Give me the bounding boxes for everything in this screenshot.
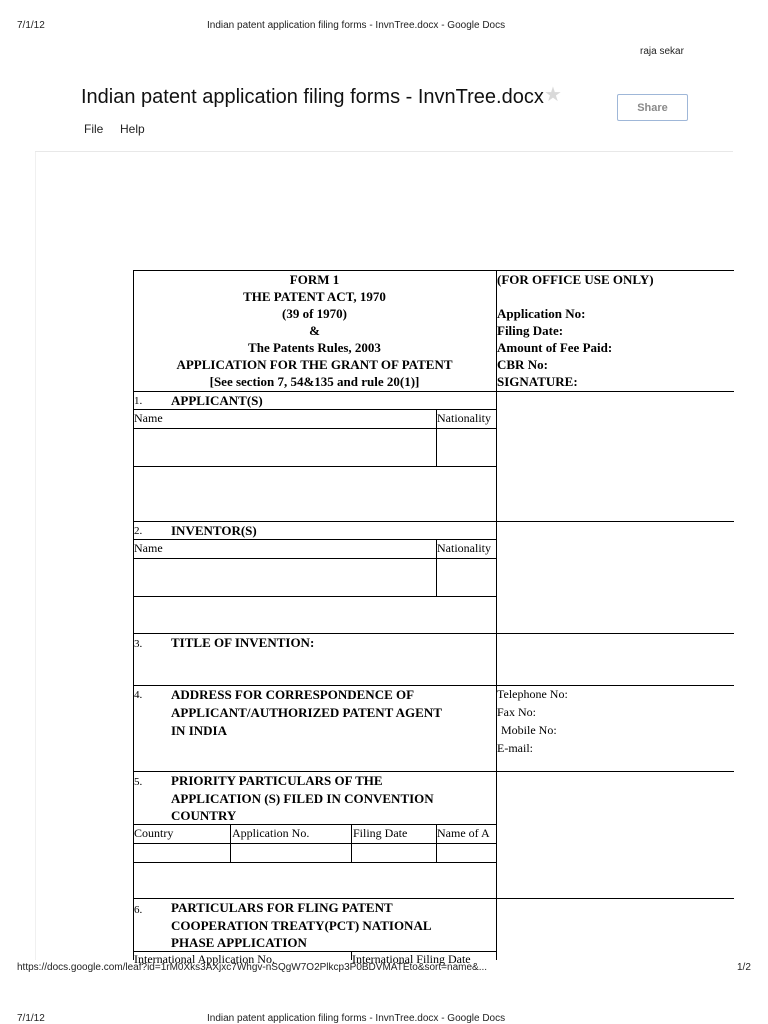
section-1-row-rule xyxy=(133,428,496,429)
section-2-row-rule xyxy=(133,558,496,559)
user-name[interactable]: raja sekar xyxy=(640,46,684,57)
email-label: E-mail: xyxy=(497,741,533,755)
telephone-label: Telephone No: xyxy=(497,687,568,701)
section-5-title-line-2: APPLICATION (S) FILED IN CONVENTION xyxy=(171,791,434,806)
print-title: Indian patent application filing forms - InvnTree.docx - Google Docs xyxy=(207,20,506,31)
rules-title: The Patents Rules, 2003 xyxy=(248,340,381,355)
ampersand: & xyxy=(309,323,320,338)
act-title: THE PATENT ACT, 1970 xyxy=(243,289,386,304)
menu-file[interactable]: File xyxy=(84,122,104,136)
section-6-title-line-2: COOPERATION TREATY(PCT) NATIONAL xyxy=(171,918,432,933)
section-1-title: APPLICANT(S) xyxy=(171,393,263,408)
section-3-number: 3. xyxy=(134,638,143,650)
section-5-application-no-col: Application No. xyxy=(232,826,310,840)
section-5-top-rule xyxy=(133,771,734,772)
application-title: APPLICATION FOR THE GRANT OF PATENT xyxy=(176,357,453,372)
office-application-no: Application No: xyxy=(497,306,586,321)
act-number: (39 of 1970) xyxy=(282,306,347,321)
section-6-intl-filing-date-col: International Filing Date xyxy=(352,952,471,966)
office-signature: SIGNATURE: xyxy=(497,374,578,389)
section-6-col-divider xyxy=(351,951,352,960)
section-6-title-line-3: PHASE APPLICATION xyxy=(171,935,307,950)
section-5-country-col: Country xyxy=(134,826,174,840)
section-6-intl-app-no-col: International Application No. xyxy=(134,952,275,966)
office-filing-date: Filing Date: xyxy=(497,323,564,338)
office-cbr-no: CBR No: xyxy=(497,357,548,372)
section-5-header-rule xyxy=(133,824,496,825)
print-page-number: 1/2 xyxy=(737,962,751,973)
section-2-header-rule xyxy=(133,539,496,540)
document-title: Indian patent application filing forms - InvnTree.docx xyxy=(81,86,544,108)
section-5-col-divider-3 xyxy=(436,824,437,862)
share-button[interactable]: Share xyxy=(617,94,688,121)
menu-help[interactable]: Help xyxy=(120,122,145,136)
section-1-nationality-col: Nationality xyxy=(437,411,491,425)
section-2-table-bottom xyxy=(133,596,496,597)
section-5-title-line-1: PRIORITY PARTICULARS OF THE xyxy=(171,773,383,788)
section-6-number: 6. xyxy=(134,904,143,916)
section-1-top-rule xyxy=(133,391,734,392)
section-5-number: 5. xyxy=(134,776,143,788)
section-4-top-rule xyxy=(133,685,734,686)
print-url: https://docs.google.com/leaf?id=1rM0Xks3AXjxc7Whgv-nSQgW7O2Plkcp3P0BDVMATEto&sort=name&... xyxy=(17,962,488,973)
section-1-header-rule xyxy=(133,409,496,410)
section-1-col-divider xyxy=(436,409,437,466)
section-1-name-col: Name xyxy=(134,411,163,425)
section-4-title-line-2: APPLICANT/AUTHORIZED PATENT AGENT xyxy=(171,705,442,720)
star-icon[interactable]: ★ xyxy=(544,84,562,106)
section-2-col-divider xyxy=(436,539,437,596)
section-5-title-line-3: COUNTRY xyxy=(171,808,237,823)
section-4-title-line-1: ADDRESS FOR CORRESPONDENCE OF xyxy=(171,687,415,702)
next-page-date: 7/1/12 xyxy=(17,1013,45,1024)
print-date: 7/1/12 xyxy=(17,20,45,31)
section-6-top-rule xyxy=(133,898,734,899)
form-number: FORM 1 xyxy=(289,272,340,287)
section-5-col-divider-2 xyxy=(351,824,352,862)
section-reference: [See section 7, 54&135 and rule 20(1)] xyxy=(209,374,420,389)
next-page-title: Indian patent application filing forms - InvnTree.docx - Google Docs xyxy=(207,1013,506,1024)
section-2-title: INVENTOR(S) xyxy=(171,523,257,538)
section-4-title-line-3: IN INDIA xyxy=(171,723,227,738)
section-3-title: TITLE OF INVENTION: xyxy=(171,635,315,650)
section-2-top-rule xyxy=(133,521,734,522)
mobile-label: Mobile No: xyxy=(501,723,557,737)
office-fee-paid: Amount of Fee Paid: xyxy=(497,340,613,355)
section-2-number: 2. xyxy=(134,525,143,537)
section-5-col-divider-1 xyxy=(230,824,231,862)
section-6-title-line-1: PARTICULARS FOR FLING PATENT xyxy=(171,900,393,915)
fax-label: Fax No: xyxy=(497,705,536,719)
form-top-border xyxy=(133,270,734,271)
section-2-nationality-col: Nationality xyxy=(437,541,491,555)
section-5-name-col: Name of A xyxy=(437,826,490,840)
section-1-table-bottom xyxy=(133,466,496,467)
section-2-name-col: Name xyxy=(134,541,163,555)
section-5-table-bottom xyxy=(133,862,496,863)
section-5-filing-date-col: Filing Date xyxy=(353,826,408,840)
section-1-number: 1. xyxy=(134,395,143,407)
section-4-number: 4. xyxy=(134,689,143,701)
section-3-top-rule xyxy=(133,633,734,634)
office-use-title: (FOR OFFICE USE ONLY) xyxy=(497,272,654,287)
section-5-row-rule xyxy=(133,843,496,844)
